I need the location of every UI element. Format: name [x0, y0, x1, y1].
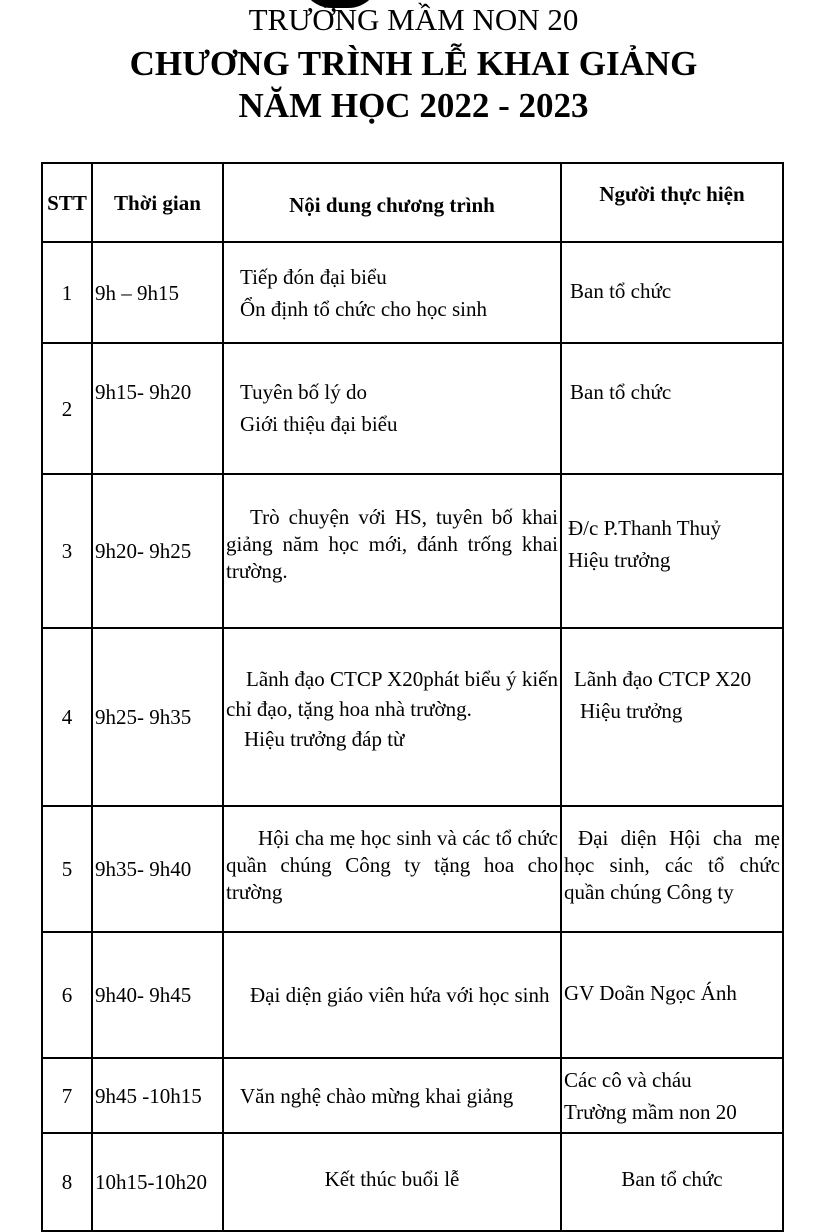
- row-content: [223, 628, 561, 806]
- row-time: 9h25- 9h35: [92, 628, 223, 806]
- header-content: Nội dung chương trình: [223, 163, 561, 242]
- row-content: [223, 242, 561, 343]
- table-row: [42, 242, 783, 343]
- row-stt: 1: [42, 242, 92, 343]
- row-person: [561, 343, 783, 474]
- row-content: [223, 1133, 561, 1231]
- row-time: 9h15- 9h20: [92, 343, 223, 474]
- table-row: [42, 1133, 783, 1231]
- row-person: [561, 932, 783, 1058]
- content-line: Ổn định tổ chức cho học sinh: [240, 296, 488, 321]
- row-person: Đại diện Hội cha mẹ học sinh, các tổ chức quần chúng Công ty: [561, 806, 783, 932]
- person-line: GV Doãn Ngọc Ánh: [564, 981, 737, 1005]
- table-header-row: [42, 163, 783, 242]
- row-stt: 7: [42, 1058, 92, 1133]
- table-row: [42, 1058, 783, 1133]
- row-person: [561, 1133, 783, 1231]
- person-line: Hiệu trưởng: [580, 699, 683, 723]
- content-line: Tuyên bố lý do: [240, 380, 367, 404]
- row-stt: 5: [42, 806, 92, 932]
- program-table: [41, 162, 784, 1232]
- header-stt: STT: [42, 163, 92, 242]
- person-line: Trường mầm non 20: [564, 1099, 737, 1124]
- person-line: Ban tổ chức: [570, 380, 672, 404]
- table-row: [42, 628, 783, 806]
- table-row: [42, 474, 783, 628]
- row-stt: 6: [42, 932, 92, 1058]
- header-person: Người thực hiện: [561, 163, 783, 242]
- content-line: Văn nghệ chào mừng khai giảng: [240, 1083, 514, 1108]
- person-line: Ban tổ chức: [621, 1167, 723, 1191]
- row-person: [561, 474, 783, 628]
- row-person: [561, 242, 783, 343]
- content-line: Kết thúc buổi lễ: [324, 1167, 460, 1191]
- table-row: [42, 806, 783, 932]
- person-line: Các cô và cháu: [564, 1067, 692, 1092]
- row-time: 10h15-10h20: [92, 1133, 223, 1231]
- school-year: NĂM HỌC 2022 - 2023: [238, 86, 589, 125]
- content-line: Giới thiệu đại biểu: [240, 412, 398, 436]
- row-time: 9h20- 9h25: [92, 474, 223, 628]
- row-content: Hội cha mẹ học sinh và các tổ chức quần chúng Công ty tặng hoa cho trường: [223, 806, 561, 932]
- row-person: [561, 1058, 783, 1133]
- row-stt: 4: [42, 628, 92, 806]
- content-line: Lãnh đạo CTCP X20phát biểu ý kiến chỉ đạo, tặng hoa nhà trường.: [226, 667, 558, 721]
- row-time: 9h35- 9h40: [92, 806, 223, 932]
- program-title: CHƯƠNG TRÌNH LỄ KHAI GIẢNG: [129, 44, 698, 83]
- row-content: [223, 1058, 561, 1133]
- row-content: Trò chuyện với HS, tuyên bố khai giảng năm học mới, đánh trống khai trường.: [223, 474, 561, 628]
- content-line: Hiệu trưởng đáp từ: [244, 727, 405, 751]
- person-line: Ban tổ chức: [570, 278, 672, 303]
- row-content: [223, 343, 561, 474]
- row-stt: 3: [42, 474, 92, 628]
- person-line: Hiệu trưởng: [568, 548, 671, 572]
- row-stt: 2: [42, 343, 92, 474]
- content-line: Tiếp đón đại biểu: [240, 264, 387, 289]
- row-person: [561, 628, 783, 806]
- table-row: [42, 343, 783, 474]
- header-time: Thời gian: [92, 163, 223, 242]
- person-line: Đ/c P.Thanh Thuỷ: [568, 516, 722, 540]
- person-line: Lãnh đạo CTCP X20: [574, 667, 752, 691]
- row-stt: 8: [42, 1133, 92, 1231]
- row-time: 9h45 -10h15: [92, 1058, 223, 1133]
- row-time: 9h – 9h15: [92, 242, 223, 343]
- school-name: TRƯỜNG MẦM NON 20: [248, 2, 579, 37]
- row-content: Đại diện giáo viên hứa với học sinh: [223, 932, 561, 1058]
- table-row: [42, 932, 783, 1058]
- row-time: 9h40- 9h45: [92, 932, 223, 1058]
